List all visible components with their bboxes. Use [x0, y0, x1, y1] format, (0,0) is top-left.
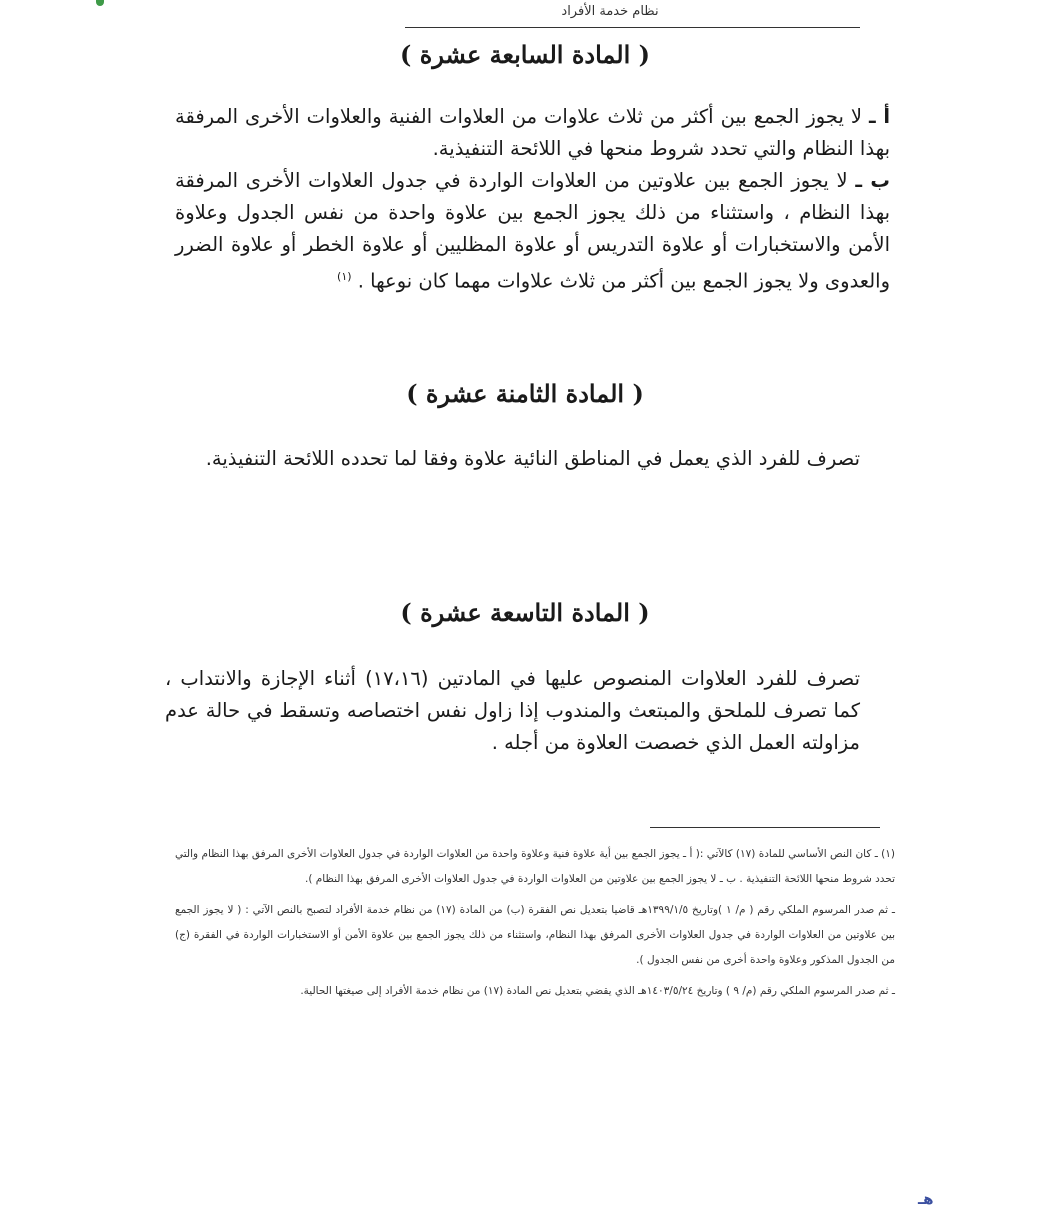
- clause-a-marker: أ ـ: [869, 105, 890, 128]
- footnote-reference: (١): [337, 270, 352, 283]
- footnotes: [175, 842, 895, 1010]
- footnote-1: (١) ـ كان النص الأساسي للمادة (١٧) كالآتي :( أ ـ يجوز الجمع بين أية علاوة فنية وعلاوة واحدة من العلاوات الواردة في جدول العلاوات الأخرى المرفق بهذا النظام والتي تحدد شروط منحها اللائحة التنفيذية . ب ـ لا يجوز الجمع بين علاوتين من العلاوات الواردة في جدول العلاوات الأخرى المرفق بهذا النظام ).: [175, 848, 895, 885]
- clause-a-text: لا يجوز الجمع بين أكثر من ثلاث علاوات من العلاوات الفنية والعلاوات الأخرى المرفقة بهذا النظام والتي تحدد شروط منحها في اللائحة التنفيذية.: [175, 105, 890, 160]
- article-17-title: ( المادة السابعة عشرة ): [400, 40, 650, 69]
- header-divider: [405, 27, 860, 28]
- green-corner-mark: [96, 0, 104, 6]
- running-header: نظام خدمة الأفراد: [561, 4, 659, 19]
- article-19-text: تصرف للفرد العلاوات المنصوص عليها في المادتين (١٧،١٦) أثناء الإجازة والانتداب ، كما تصرف للملحق والمبتعث والمندوب إذا زاول نفس اختصاصه وتسقط في حالة عدم مزاولته العمل الذي خصصت العلاوة من أجله .: [165, 667, 860, 754]
- article-17-clause-a: [175, 101, 890, 165]
- footnote-divider: [650, 827, 880, 828]
- footnote-2: ـ ثم صدر المرسوم الملكي رقم ( م/ ١ )وتاريخ ١٣٩٩/١/٥هـ قاضيا بتعديل نص الفقرة (ب) من المادة (١٧) من نظام خدمة الأفراد لتصبح بالنص الآتي : ( لا يجوز الجمع بين علاوتين من العلاوات الواردة في جدول العلاوات الأخرى المرفق بهذا النظام، واستثناء من ذلك يجوز الجمع بين علاوة الأمن أو الاستخبارات الواردة في الفقرة (ج) من الجدول المذكور وعلاوة واحدة أخرى من نفس الجدول ).: [175, 904, 895, 966]
- article-19-title: ( المادة التاسعة عشرة ): [400, 598, 650, 627]
- footnote-3: ـ ثم صدر المرسوم الملكي رقم (م/ ٩ ) وتاريخ ١٤٠٣/٥/٢٤هـ الذي يقضي بتعديل نص المادة (١٧) من نظام خدمة الأفراد إلى صيغتها الحالية.: [300, 985, 895, 997]
- article-17-clause-b: [175, 165, 890, 298]
- article-18-title: ( المادة الثامنة عشرة ): [406, 379, 644, 408]
- clause-b-text: لا يجوز الجمع بين علاوتين من العلاوات الواردة في جدول العلاوات الأخرى المرفقة بهذا النظام ، واستثناء من ذلك يجوز الجمع بين علاوة واحدة من نفس الجدول وعلاوة الأمن والاستخبارات أو علاوة التدريس أو علاوة المظليين أو علاوة الخطر أو علاوة الضرر والعدوى ولا يجوز الجمع بين أكثر من ثلاث علاوات مهما كان نوعها .: [175, 169, 890, 293]
- article-18-text: تصرف للفرد الذي يعمل في المناطق النائية علاوة وفقا لما تحدده اللائحة التنفيذية.: [205, 447, 860, 470]
- clause-b-marker: ب ـ: [855, 169, 890, 192]
- page-corner-mark: هـ: [918, 1190, 934, 1208]
